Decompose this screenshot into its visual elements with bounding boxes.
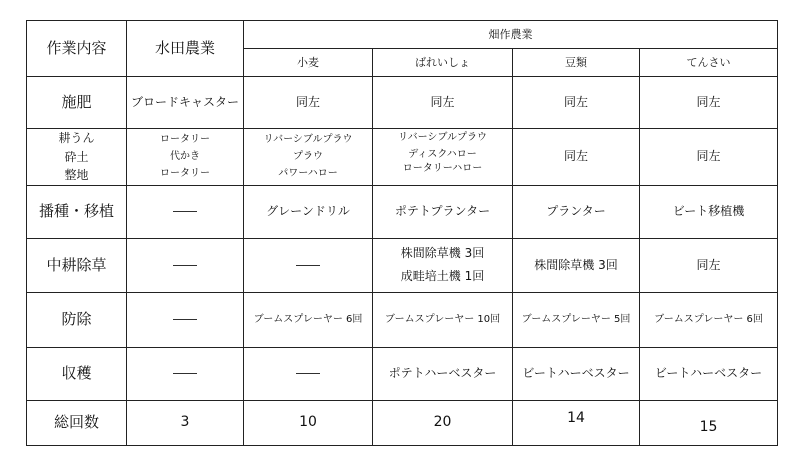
row-label-line: 耕うん <box>58 131 95 145</box>
cell-line: ブームスプレーヤー 10回 <box>384 313 501 325</box>
table-row <box>27 77 778 129</box>
cell-beans <box>513 292 640 347</box>
cell-line: ―― <box>296 257 320 272</box>
cell-line: 株間除草機 3回 <box>400 246 485 261</box>
cell-potato <box>373 77 513 129</box>
cell-line: 株間除草機 3回 <box>534 257 618 272</box>
header-work-content: 作業内容 <box>27 21 127 77</box>
row-label-line: 収穫 <box>61 364 92 383</box>
cell-sugarbeet <box>640 347 778 400</box>
cell-line: リバーシブルプラウ <box>263 134 353 146</box>
total-wheat: 10 <box>244 400 373 445</box>
cell-wheat <box>244 292 373 347</box>
row-label-line: 中耕除草 <box>46 255 107 274</box>
cell-line: ―― <box>173 257 197 272</box>
header-row-top <box>27 21 778 49</box>
total-potato: 20 <box>373 400 513 445</box>
cell-potato <box>373 185 513 238</box>
total-sugarbeet-value: 15 <box>699 419 718 436</box>
cell-line: ビートハーベスター <box>522 366 630 381</box>
table-row <box>27 238 778 292</box>
row-label-seeding <box>27 185 127 238</box>
table-row <box>27 129 778 186</box>
cell-potato <box>373 129 513 186</box>
cell-potato <box>373 347 513 400</box>
cell-beans <box>513 347 640 400</box>
cell-paddy <box>127 185 244 238</box>
cell-line: 同左 <box>696 95 721 109</box>
cell-line: ブームスプレーヤー 6回 <box>654 313 763 325</box>
row-label-total: 総回数 <box>27 400 127 445</box>
cell-line: ビートハーベスター <box>654 366 763 381</box>
total-sugarbeet <box>640 405 778 450</box>
cell-wheat <box>244 185 373 238</box>
cell-line: ―― <box>173 366 197 381</box>
header-crop-beans: 豆類 <box>513 49 640 77</box>
table-row <box>27 292 778 347</box>
cell-line: ポテトプランター <box>394 204 491 219</box>
total-beans-value: 14 <box>567 410 585 427</box>
cell-beans <box>513 238 640 292</box>
cell-line: ロータリー <box>160 168 210 180</box>
cell-wheat <box>244 77 373 129</box>
cell-line: ブームスプレーヤー 6回 <box>253 313 363 325</box>
table-row <box>27 185 778 238</box>
cell-line: ロータリー <box>160 134 210 146</box>
cell-line: グレーンドリル <box>266 204 350 219</box>
cell-potato <box>373 238 513 292</box>
cell-line: 同左 <box>563 149 588 164</box>
cell-sugarbeet <box>640 77 778 129</box>
row-label-fertilizing <box>27 77 127 129</box>
total-beans <box>513 396 640 441</box>
cell-paddy <box>127 292 244 347</box>
cell-line: プランター <box>546 204 606 219</box>
header-paddy-farming: 水田農業 <box>127 21 244 77</box>
cell-beans <box>513 129 640 186</box>
cell-sugarbeet <box>640 238 778 292</box>
row-label-line: 整地 <box>64 168 89 183</box>
header-crop-potato: ばれいしょ <box>373 49 513 77</box>
cell-line: ロータリーハロー <box>402 163 483 174</box>
cell-line: 同左 <box>295 95 320 109</box>
cell-line: ―― <box>296 366 320 381</box>
cell-line: プラウ <box>293 151 323 163</box>
cell-paddy <box>127 347 244 400</box>
cell-line: ブロードキャスター <box>130 95 239 109</box>
total-paddy: 3 <box>127 400 244 445</box>
row-label-line: 施肥 <box>61 93 92 112</box>
cell-potato <box>373 292 513 347</box>
cell-line: 同左 <box>696 149 721 164</box>
row-label-weeding <box>27 238 127 292</box>
cell-line: ブームスプレーヤー 5回 <box>521 313 631 325</box>
cell-line: ビート移植機 <box>672 204 745 219</box>
cell-sugarbeet <box>640 185 778 238</box>
row-label-line: 播種・移植 <box>38 202 114 221</box>
cell-beans <box>513 185 640 238</box>
cell-line: ―― <box>173 204 197 219</box>
table-row <box>27 347 778 400</box>
cell-sugarbeet <box>640 129 778 186</box>
cell-paddy <box>127 129 244 186</box>
cell-wheat <box>244 347 373 400</box>
cell-line: 同左 <box>563 95 588 109</box>
cell-line: 成畦培土機 1回 <box>400 269 485 284</box>
header-crop-sugarbeet: てんさい <box>640 49 778 77</box>
farm-work-table <box>26 20 778 446</box>
cell-line: ポテトハーベスター <box>388 366 497 381</box>
cell-line: ディスクハロー <box>408 149 477 160</box>
cell-line: ―― <box>173 312 197 327</box>
row-label-tillage <box>27 129 127 186</box>
cell-paddy <box>127 238 244 292</box>
cell-paddy <box>127 77 244 129</box>
cell-line: リバーシブルプラウ <box>397 132 488 143</box>
row-label-line: 防除 <box>61 310 92 329</box>
cell-line: 同左 <box>696 257 721 272</box>
cell-line: 同左 <box>430 95 455 109</box>
cell-line: 代かき <box>170 151 200 163</box>
cell-wheat <box>244 238 373 292</box>
row-label-pest-control <box>27 292 127 347</box>
cell-wheat <box>244 129 373 186</box>
row-label-line: 砕土 <box>64 149 89 164</box>
header-field-farming: 畑作農業 <box>244 21 778 49</box>
header-crop-wheat: 小麦 <box>244 49 373 77</box>
cell-line: パワーハロー <box>278 168 338 180</box>
cell-beans <box>513 77 640 129</box>
totals-row <box>27 400 778 445</box>
row-label-harvest <box>27 347 127 400</box>
cell-sugarbeet <box>640 292 778 347</box>
